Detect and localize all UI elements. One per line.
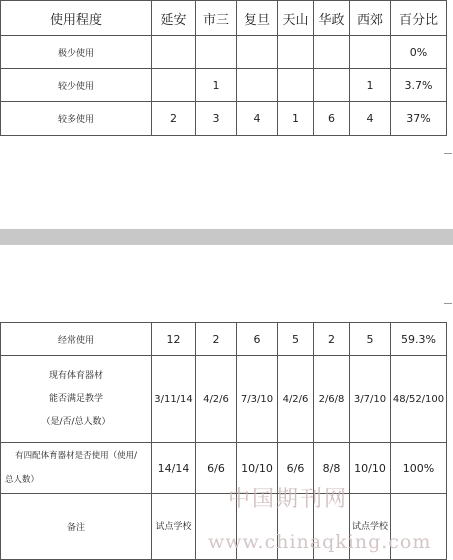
table-cell: 100% xyxy=(391,443,447,494)
table-cell xyxy=(314,69,350,102)
table-cell: 6 xyxy=(314,102,350,136)
header-row xyxy=(1,1,447,36)
row-label xyxy=(1,494,152,560)
table-cell xyxy=(314,36,350,69)
watermark-url: www.chinaqking.com xyxy=(208,531,432,553)
row-label-line: 有四配体育器材是否使用（使用/ xyxy=(15,451,137,461)
table-cell: 5 xyxy=(278,323,314,356)
row-label: 极少使用 xyxy=(1,36,152,69)
table-cell: 2/6/8 xyxy=(314,356,350,443)
table-cell: 1 xyxy=(350,69,391,102)
usage-table-bottom xyxy=(0,322,447,560)
table-cell: 5 xyxy=(350,323,391,356)
table-cell: 1 xyxy=(278,102,314,136)
table-cell: 6/6 xyxy=(196,443,237,494)
row-label-line: 能否满足教学 xyxy=(48,393,103,404)
page-corner-mark xyxy=(444,303,452,312)
table-row xyxy=(1,69,447,102)
table-cell: 6/6 xyxy=(278,443,314,494)
table-cell: 37% xyxy=(391,102,447,136)
table-cell xyxy=(350,36,391,69)
header-usage-level: 使用程度 xyxy=(1,1,152,36)
row-label xyxy=(1,323,152,356)
table-cell: 试点学校 xyxy=(152,494,196,560)
table-cell xyxy=(237,36,278,69)
table-cell: 1 xyxy=(196,69,237,102)
row-label-line: 备注 xyxy=(66,523,85,533)
table-cell: 14/14 xyxy=(152,443,196,494)
table-cell: 2 xyxy=(314,323,350,356)
table-cell: 4 xyxy=(350,102,391,136)
table-row xyxy=(1,102,447,136)
table-row xyxy=(1,443,447,494)
table-cell: 12 xyxy=(152,323,196,356)
table-cell xyxy=(278,69,314,102)
table-cell: 3/11/14 xyxy=(152,356,196,443)
table-cell xyxy=(237,69,278,102)
table-cell: 6 xyxy=(237,323,278,356)
table-cell: 3/7/10 xyxy=(350,356,391,443)
table-cell: 3 xyxy=(196,102,237,136)
table-cell: 2 xyxy=(196,323,237,356)
table-row xyxy=(1,356,447,443)
page-corner-mark xyxy=(444,153,452,162)
table-cell: 8/8 xyxy=(314,443,350,494)
row-label: 较少使用 xyxy=(1,69,152,102)
row-label xyxy=(1,356,152,443)
row-label: 较多使用 xyxy=(1,102,152,136)
header-fudan: 复旦 xyxy=(237,1,278,36)
row-label xyxy=(1,443,152,494)
table-cell xyxy=(196,36,237,69)
table-cell: 59.3% xyxy=(391,323,447,356)
row-label-line: 总人数） xyxy=(5,475,40,485)
table-cell: 试点学校 xyxy=(350,494,391,560)
table-cell xyxy=(152,69,196,102)
table-cell: 4/2/6 xyxy=(196,356,237,443)
table-cell: 48/52/100 xyxy=(391,356,447,443)
header-percentage: 百分比 xyxy=(391,1,447,36)
page-break-band xyxy=(0,229,453,245)
table-cell: 10/10 xyxy=(237,443,278,494)
row-label-line: 经常使用 xyxy=(57,335,94,346)
table-cell xyxy=(152,36,196,69)
row-label-line: （是/否/总人数） xyxy=(41,416,111,427)
header-tianshan: 天山 xyxy=(278,1,314,36)
table-cell: 4/2/6 xyxy=(278,356,314,443)
usage-table-top xyxy=(0,0,447,136)
header-yanan: 延安 xyxy=(152,1,196,36)
table-cell: 2 xyxy=(152,102,196,136)
watermark-text: 中国期刊网 xyxy=(228,487,349,512)
header-huazheng: 华政 xyxy=(314,1,350,36)
row-label-line: 现有体育器材 xyxy=(48,370,103,381)
table-cell: 4 xyxy=(237,102,278,136)
table-cell: 7/3/10 xyxy=(237,356,278,443)
header-shisan: 市三 xyxy=(196,1,237,36)
table-cell: 0% xyxy=(391,36,447,69)
table-row xyxy=(1,36,447,69)
header-xijiao: 西郊 xyxy=(350,1,391,36)
table-row xyxy=(1,323,447,356)
table-cell: 10/10 xyxy=(350,443,391,494)
table-cell: 3.7% xyxy=(391,69,447,102)
table-cell xyxy=(278,36,314,69)
